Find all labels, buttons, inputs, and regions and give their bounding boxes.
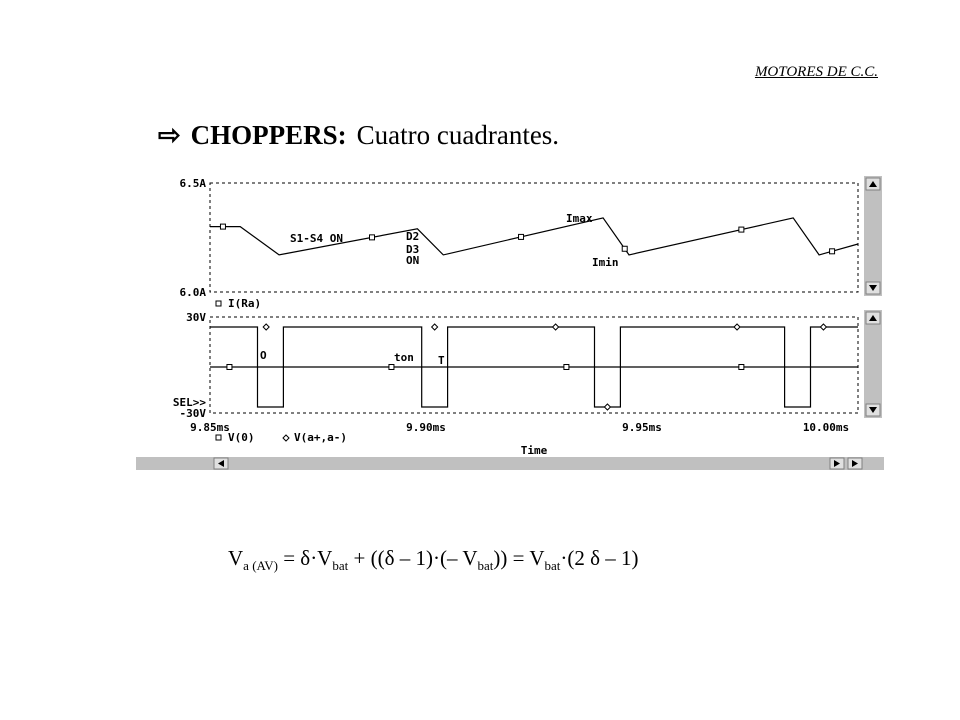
formula-part: )) = V	[493, 546, 545, 570]
sel-label: SEL>>	[172, 396, 206, 409]
annotation-d2: D2	[406, 230, 420, 243]
formula-sub-bat: bat	[332, 558, 349, 574]
formula-sub-a: a (AV)	[243, 558, 278, 574]
legend-va: V(a+,a-)	[294, 431, 347, 444]
annotation-o: O	[260, 349, 267, 362]
series-marker	[739, 227, 744, 232]
slide-title	[158, 120, 559, 151]
annotation-t: T	[438, 354, 445, 367]
legend-v0: V(0)	[228, 431, 255, 444]
series-marker	[830, 249, 835, 254]
xtick-label: 9.85ms	[190, 421, 230, 434]
xtick-label: 9.95ms	[622, 421, 662, 434]
top-vertical-scrollbar[interactable]	[864, 176, 882, 296]
title-bold: CHOPPERS:	[190, 120, 347, 150]
series-marker	[389, 365, 394, 370]
arrow-icon: ⇨	[158, 120, 181, 150]
series-marker	[220, 224, 225, 229]
series-marker	[519, 234, 524, 239]
annotation-imin: Imin	[592, 256, 619, 269]
plot-svg	[136, 170, 884, 470]
x-axis-label: Time	[520, 444, 548, 457]
formula-part: ·(2 δ – 1)	[560, 546, 639, 570]
oscilloscope-plot	[136, 170, 884, 475]
series-marker	[564, 365, 569, 370]
series-marker	[370, 235, 375, 240]
series-marker	[622, 246, 627, 251]
annotation-ton: ton	[394, 351, 414, 364]
section-header: MOTORES DE C.C.	[754, 64, 878, 80]
formula-part: + ((δ – 1)·(– V	[348, 546, 478, 570]
legend-ira: I(Ra)	[228, 297, 262, 310]
formula-sub-bat: bat	[477, 558, 494, 574]
xtick-label: 9.90ms	[406, 421, 446, 434]
formula-sub-bat: bat	[544, 558, 561, 574]
average-voltage-formula	[228, 546, 639, 574]
annotation-d-on: ON	[406, 254, 420, 267]
series-marker	[739, 365, 744, 370]
xtick-label: 10.00ms	[802, 421, 850, 434]
lower-ytick-bottom: -30V	[179, 407, 206, 420]
horizontal-scrollbar[interactable]	[136, 457, 884, 470]
formula-part: = δ·V	[277, 546, 333, 570]
title-rest: Cuatro cuadrantes.	[356, 120, 560, 150]
series-marker	[227, 365, 232, 370]
upper-ytick-top: 6.5A	[179, 177, 206, 190]
annotation-s1s4: S1-S4 ON	[290, 232, 343, 245]
formula-v: V	[228, 546, 244, 570]
upper-ytick-bottom: 6.0A	[179, 286, 206, 299]
annotation-d3: D3	[406, 243, 420, 256]
lower-ytick-top: 30V	[186, 311, 206, 324]
bottom-vertical-scrollbar[interactable]	[864, 310, 882, 418]
annotation-imax: Imax	[566, 212, 593, 225]
